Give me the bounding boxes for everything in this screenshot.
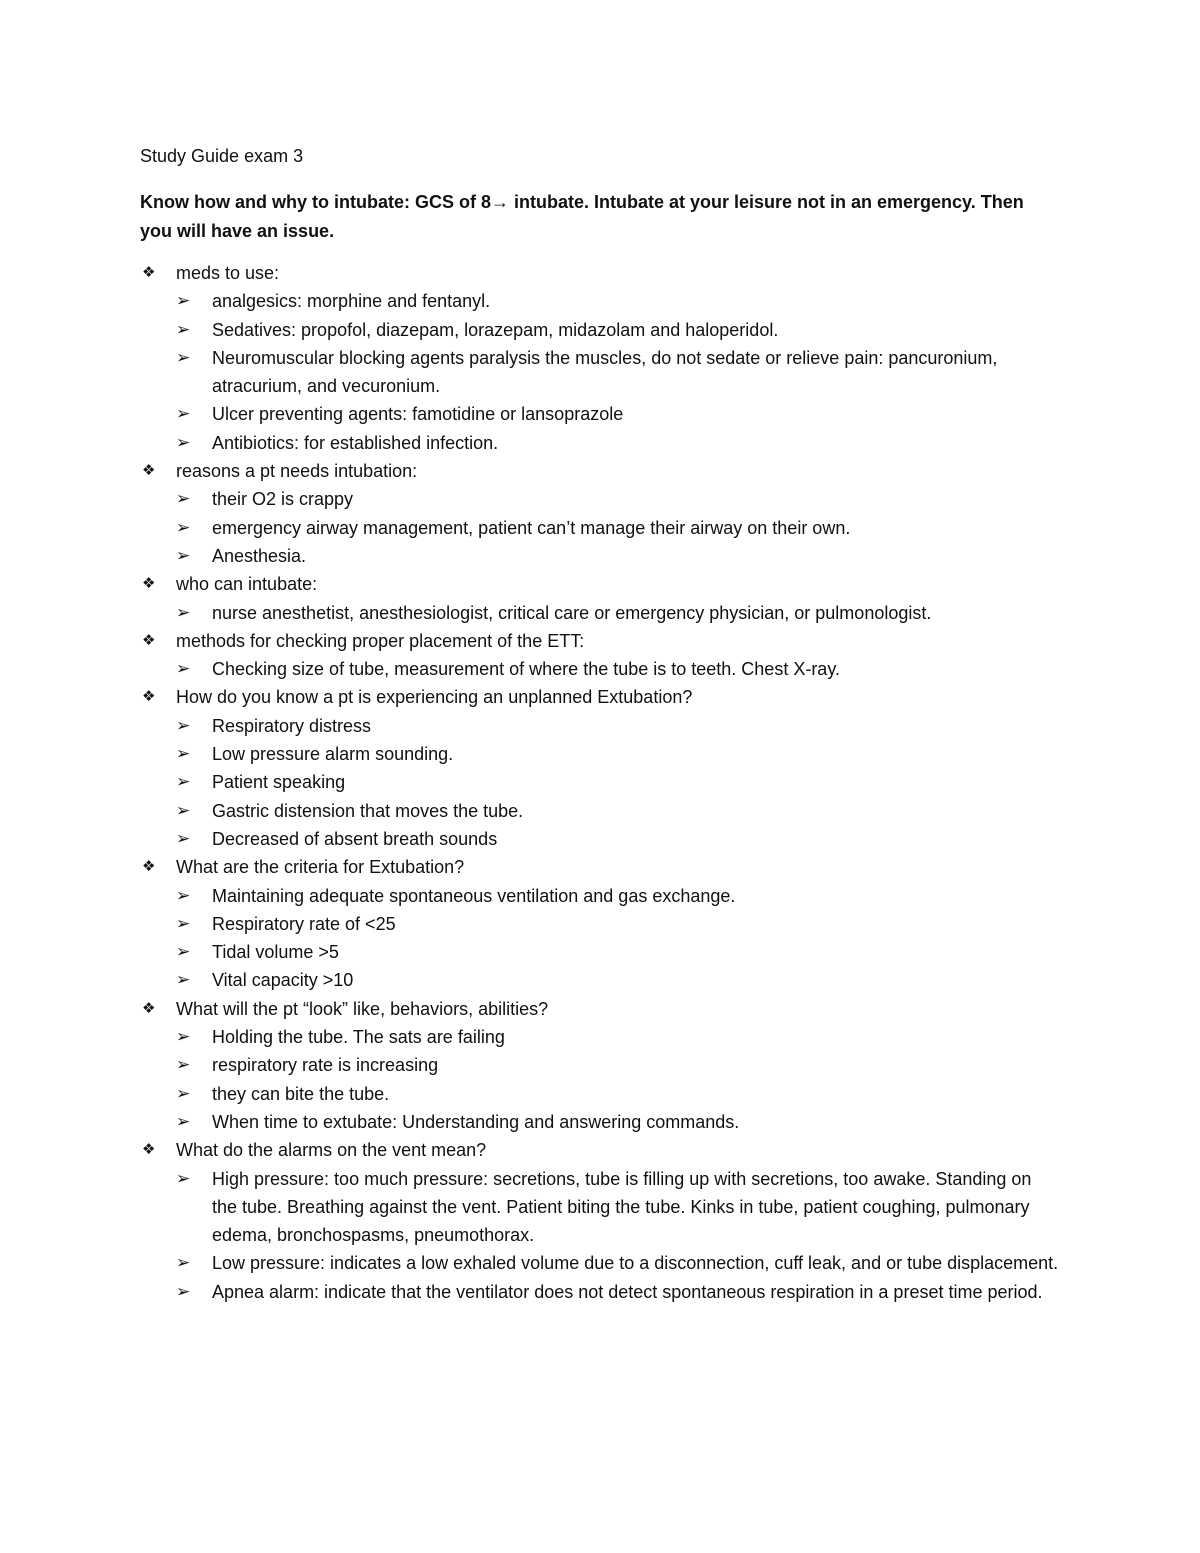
arrowhead-bullet-icon: ➢ <box>176 942 191 962</box>
answer-item <box>176 768 1060 796</box>
answer-item <box>176 825 1060 853</box>
answer-item <box>176 797 1060 825</box>
answer-list <box>176 287 1060 457</box>
arrowhead-bullet-icon: ➢ <box>176 772 191 792</box>
answer-text: Respiratory rate of <25 <box>212 913 396 934</box>
question-item <box>140 683 1060 853</box>
answer-text: emergency airway management, patient can’t manage their airway on their own. <box>212 517 851 538</box>
answer-text: they can bite the tube. <box>212 1083 390 1104</box>
arrowhead-bullet-icon: ➢ <box>176 432 191 452</box>
answer-list <box>176 485 1060 570</box>
answer-item <box>176 1278 1060 1306</box>
arrowhead-bullet-icon: ➢ <box>176 291 191 311</box>
answer-item <box>176 1165 1060 1250</box>
answer-text: Vital capacity >10 <box>212 970 354 991</box>
arrowhead-bullet-icon: ➢ <box>176 828 191 848</box>
answer-text: their O2 is crappy <box>212 489 354 510</box>
arrowhead-bullet-icon: ➢ <box>176 715 191 735</box>
arrowhead-bullet-icon: ➢ <box>176 1111 191 1131</box>
arrowhead-bullet-icon: ➢ <box>176 970 191 990</box>
answer-text: Respiratory distress <box>212 715 372 736</box>
document-title: Study Guide exam 3 <box>140 146 304 166</box>
answer-text: Sedatives: propofol, diazepam, lorazepam, midazolam and haloperidol. <box>212 319 779 340</box>
four-diamond-bullet-icon: ❖ <box>142 858 156 876</box>
question-text: What are the criteria for Extubation? <box>176 857 465 878</box>
question-text: What will the pt “look” like, behaviors, abilities? <box>176 998 549 1019</box>
answer-list <box>176 655 1060 683</box>
answer-text: Ulcer preventing agents: famotidine or lansoprazole <box>212 404 624 425</box>
four-diamond-bullet-icon: ❖ <box>142 999 156 1017</box>
arrowhead-bullet-icon: ➢ <box>176 1168 191 1188</box>
answer-text: Decreased of absent breath sounds <box>212 828 498 849</box>
answer-item <box>176 316 1060 344</box>
arrowhead-bullet-icon: ➢ <box>176 347 191 367</box>
question-item <box>140 995 1060 1136</box>
question-item <box>140 457 1060 570</box>
arrowhead-bullet-icon: ➢ <box>176 404 191 424</box>
answer-item <box>176 429 1060 457</box>
arrowhead-bullet-icon: ➢ <box>176 1027 191 1047</box>
question-text: meds to use: <box>176 263 280 283</box>
arrowhead-bullet-icon: ➢ <box>176 913 191 933</box>
answer-text: Tidal volume >5 <box>212 942 339 963</box>
answer-text: Low pressure alarm sounding. <box>212 744 454 765</box>
answer-text: Gastric distension that moves the tube. <box>212 800 524 821</box>
arrowhead-bullet-icon: ➢ <box>176 885 191 905</box>
four-diamond-bullet-icon: ❖ <box>142 462 156 480</box>
answer-item <box>176 344 1060 401</box>
arrowhead-bullet-icon: ➢ <box>176 489 191 509</box>
answer-text: Holding the tube. The sats are failing <box>212 1027 505 1048</box>
answer-text: Anesthesia. <box>212 545 307 566</box>
answer-text: Neuromuscular blocking agents paralysis the muscles, do not sedate or relieve pain: pancuronium, atracurium, and vecuronium. <box>212 347 998 397</box>
question-item <box>140 627 1060 684</box>
answer-text: Low pressure: indicates a low exhaled volume due to a disconnection, cuff leak, and or tube displacement. <box>212 1253 1059 1274</box>
question-item <box>140 259 1060 457</box>
answer-item <box>176 740 1060 768</box>
four-diamond-bullet-icon: ❖ <box>142 688 156 706</box>
answer-text: Antibiotics: for established infection. <box>212 432 499 453</box>
arrowhead-bullet-icon: ➢ <box>176 319 191 339</box>
answer-item <box>176 1051 1060 1079</box>
answer-text: High pressure: too much pressure: secretions, tube is filling up with secretions, too awake. Standing on the tube. Breathing against the vent. Patient biting the tube. Kinks in tube, patient coughing, pulmonary edema, bronchospasms, pneumothorax. <box>212 1168 1032 1246</box>
arrowhead-bullet-icon: ➢ <box>176 1253 191 1273</box>
arrowhead-bullet-icon: ➢ <box>176 659 191 679</box>
arrowhead-bullet-icon: ➢ <box>176 545 191 565</box>
study-outline <box>140 259 1060 1306</box>
answer-item <box>176 910 1060 938</box>
question-text: What do the alarms on the vent mean? <box>176 1140 487 1161</box>
question-item <box>140 853 1060 994</box>
answer-text: Checking size of tube, measurement of where the tube is to teeth. Chest X-ray. <box>212 659 840 680</box>
arrowhead-bullet-icon: ➢ <box>176 744 191 764</box>
answer-text: nurse anesthetist, anesthesiologist, critical care or emergency physician, or pulmonologist. <box>212 602 932 623</box>
answer-item <box>176 485 1060 513</box>
four-diamond-bullet-icon: ❖ <box>142 264 156 281</box>
four-diamond-bullet-icon: ❖ <box>142 631 156 649</box>
answer-item <box>176 1108 1060 1136</box>
answer-item <box>176 287 1060 315</box>
four-diamond-bullet-icon: ❖ <box>142 575 156 593</box>
answer-text: Apnea alarm: indicate that the ventilator does not detect spontaneous respiration in a preset time period. <box>212 1281 1043 1302</box>
arrowhead-bullet-icon: ➢ <box>176 1083 191 1103</box>
arrowhead-bullet-icon: ➢ <box>176 517 191 537</box>
answer-item <box>176 1080 1060 1108</box>
answer-item <box>176 1249 1060 1277</box>
four-diamond-bullet-icon: ❖ <box>142 1141 156 1159</box>
arrowhead-bullet-icon: ➢ <box>176 1281 191 1301</box>
answer-item <box>176 542 1060 570</box>
answer-text: When time to extubate: Understanding and answering commands. <box>212 1111 740 1132</box>
answer-text: Maintaining adequate spontaneous ventilation and gas exchange. <box>212 885 736 906</box>
arrowhead-bullet-icon: ➢ <box>176 800 191 820</box>
question-text: How do you know a pt is experiencing an unplanned Extubation? <box>176 687 693 708</box>
answer-list <box>176 1165 1060 1306</box>
answer-item <box>176 966 1060 994</box>
answer-item <box>176 882 1060 910</box>
question-text: who can intubate: <box>176 574 318 595</box>
answer-item <box>176 938 1060 966</box>
answer-list <box>176 1023 1060 1136</box>
answer-item <box>176 712 1060 740</box>
answer-list <box>176 599 1060 627</box>
answer-item <box>176 400 1060 428</box>
arrowhead-bullet-icon: ➢ <box>176 1055 191 1075</box>
question-text: methods for checking proper placement of the ETT: <box>176 630 585 651</box>
answer-text: Patient speaking <box>212 772 346 793</box>
arrowhead-bullet-icon: ➢ <box>176 602 191 622</box>
answer-item <box>176 514 1060 542</box>
question-text: reasons a pt needs intubation: <box>176 461 418 482</box>
answer-item <box>176 1023 1060 1051</box>
answer-item <box>176 599 1060 627</box>
answer-list <box>176 712 1060 853</box>
answer-text: analgesics: morphine and fentanyl. <box>212 291 491 312</box>
question-item <box>140 1136 1060 1306</box>
question-item <box>140 570 1060 627</box>
intro-paragraph: Know how and why to intubate: GCS of 8→ intubate. Intubate at your leisure not in an emergency. Then you will have an issue. <box>140 192 1024 241</box>
answer-list <box>176 882 1060 995</box>
answer-text: respiratory rate is increasing <box>212 1055 439 1076</box>
answer-item <box>176 655 1060 683</box>
